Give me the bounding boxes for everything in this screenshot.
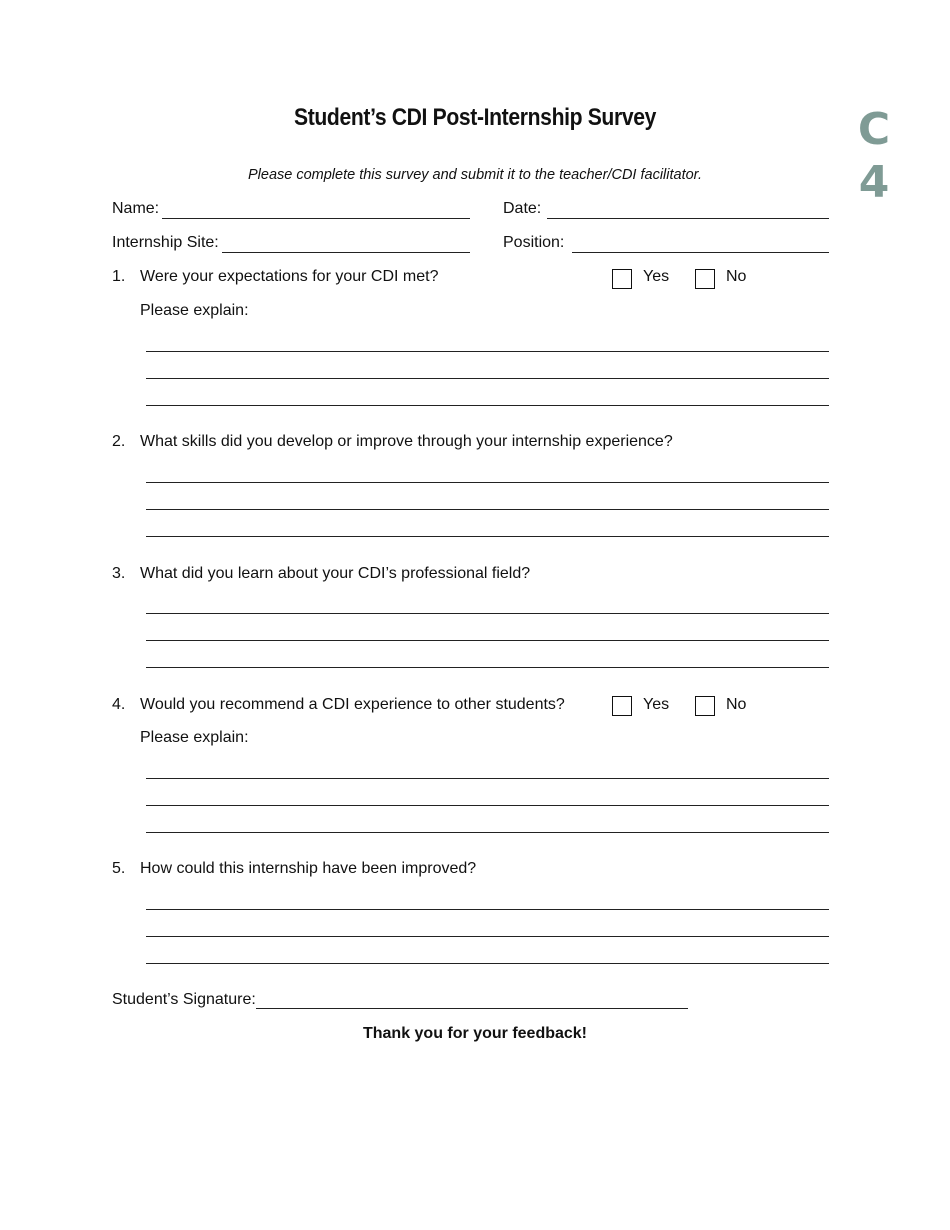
q4-no-checkbox[interactable] <box>695 696 715 716</box>
answer-line[interactable] <box>146 963 829 964</box>
answer-line[interactable] <box>146 351 829 352</box>
date-label: Date: <box>503 200 542 217</box>
question-text: Would you recommend a CDI experience to other students? <box>140 696 565 713</box>
answer-line[interactable] <box>146 613 829 614</box>
q4-yes-checkbox[interactable] <box>612 696 632 716</box>
q4-yes-label: Yes <box>643 696 670 713</box>
name-field[interactable] <box>162 218 470 219</box>
answer-line[interactable] <box>146 482 829 483</box>
answer-line[interactable] <box>146 667 829 668</box>
signature-label: Student’s Signature: <box>112 991 256 1008</box>
answer-line[interactable] <box>146 832 829 833</box>
question-number: 3. <box>112 565 126 582</box>
question-text: What skills did you develop or improve through your internship experience? <box>140 433 673 450</box>
thank-you-message: Thank you for your feedback! <box>362 1025 588 1042</box>
answer-line[interactable] <box>146 640 829 641</box>
name-label: Name: <box>112 200 160 217</box>
answer-line[interactable] <box>146 405 829 406</box>
q1-yes-checkbox[interactable] <box>612 269 632 289</box>
answer-line[interactable] <box>146 536 829 537</box>
answer-line[interactable] <box>146 936 829 937</box>
internship-site-field[interactable] <box>222 252 470 253</box>
answer-line[interactable] <box>146 378 829 379</box>
answer-line[interactable] <box>146 778 829 779</box>
page-title: Student’s CDI Post-Internship Survey <box>293 104 657 131</box>
question-text: How could this internship have been improved? <box>140 860 477 877</box>
question-text: What did you learn about your CDI’s professional field? <box>140 565 531 582</box>
question-number: 5. <box>112 860 126 877</box>
answer-line[interactable] <box>146 805 829 806</box>
date-field[interactable] <box>547 218 829 219</box>
answer-line[interactable] <box>146 509 829 510</box>
signature-field[interactable] <box>256 1008 688 1009</box>
question-number: 4. <box>112 696 126 713</box>
q1-yes-label: Yes <box>643 268 670 285</box>
section-number: 4 <box>858 157 890 208</box>
answer-line[interactable] <box>146 909 829 910</box>
q4-explain-label: Please explain: <box>140 729 249 746</box>
q1-no-label: No <box>726 268 747 285</box>
position-label: Position: <box>503 234 565 251</box>
position-field[interactable] <box>572 252 829 253</box>
instructions: Please complete this survey and submit it to the teacher/CDI facilitator. <box>247 167 702 183</box>
q4-no-label: No <box>726 696 747 713</box>
q1-no-checkbox[interactable] <box>695 269 715 289</box>
question-number: 1. <box>112 268 126 285</box>
question-number: 2. <box>112 433 126 450</box>
question-text: Were your expectations for your CDI met? <box>140 268 439 285</box>
internship-site-label: Internship Site: <box>112 234 219 251</box>
section-letter: C <box>857 104 891 155</box>
q1-explain-label: Please explain: <box>140 302 249 319</box>
